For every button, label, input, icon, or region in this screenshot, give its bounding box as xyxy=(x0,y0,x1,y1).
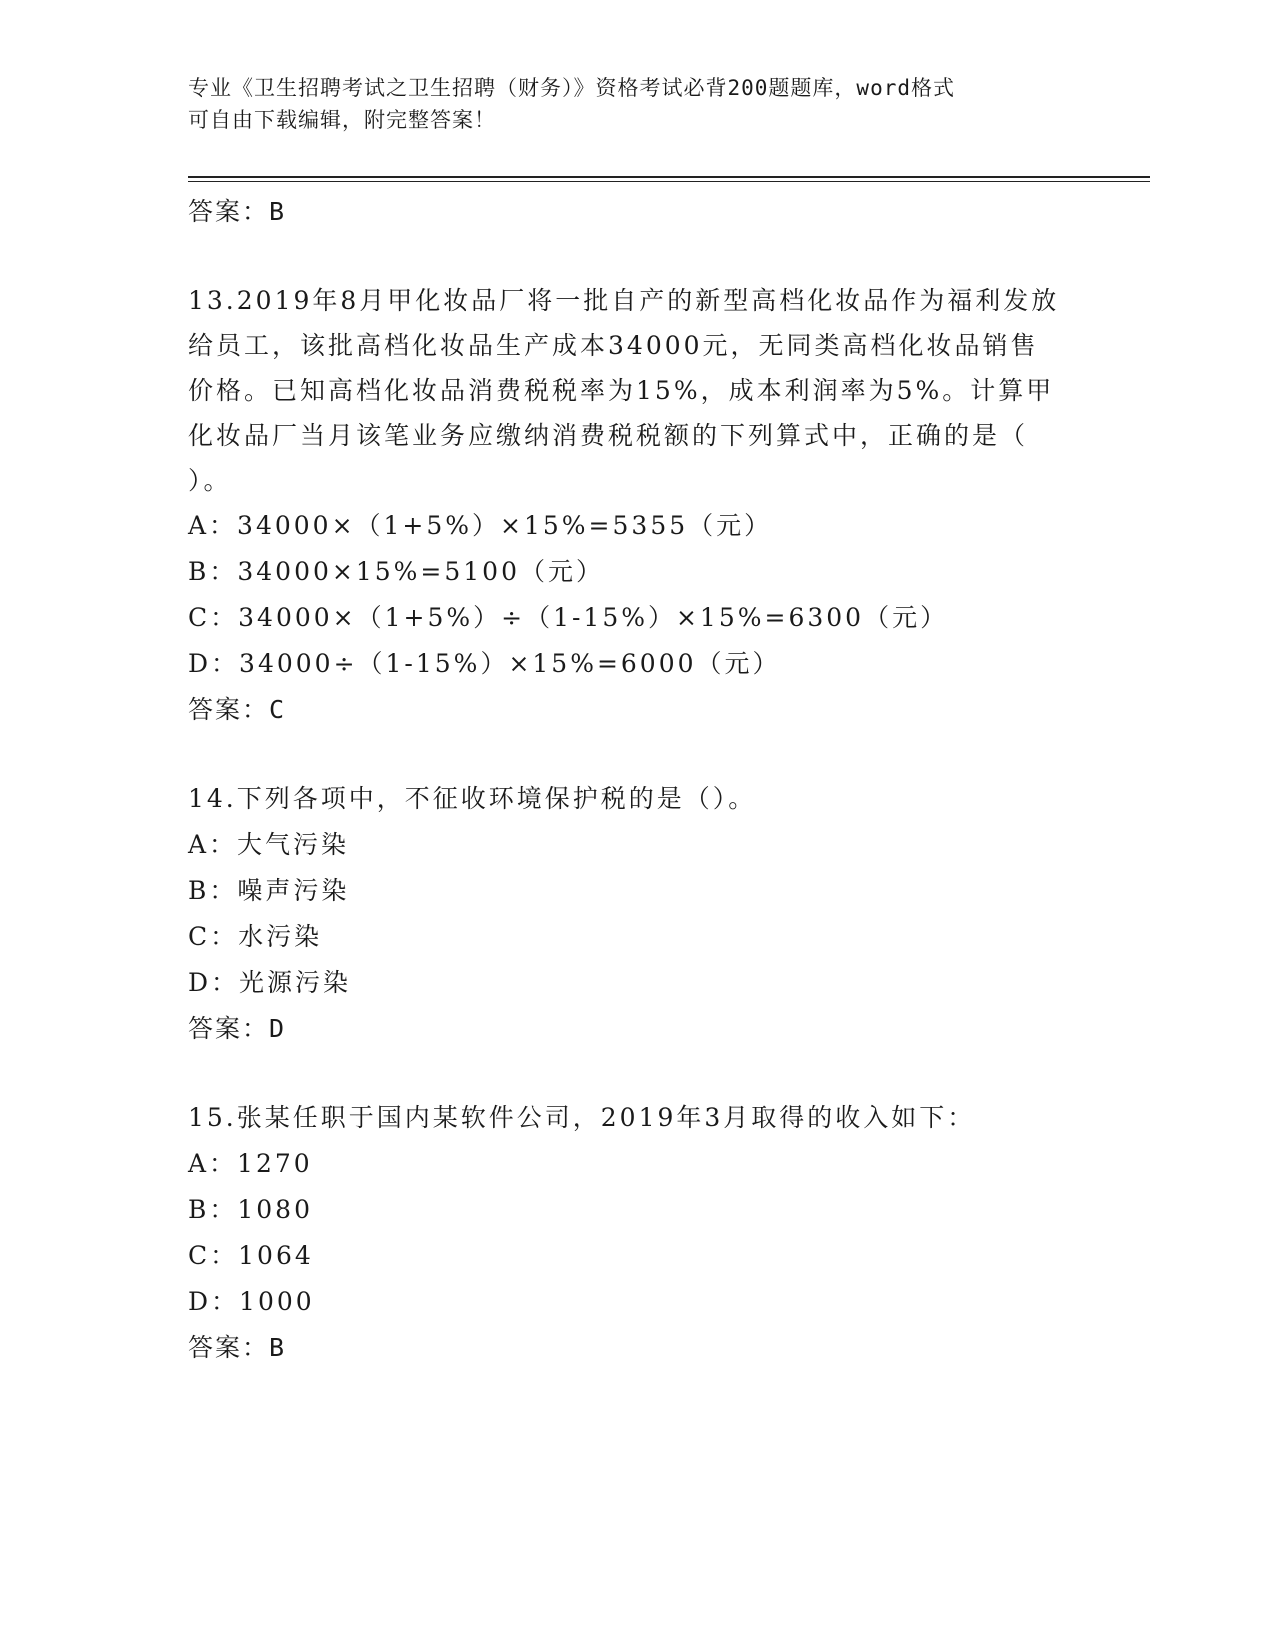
stem-line: 化妆品厂当月该笔业务应缴纳消费税税额的下列算式中，正确的是（ xyxy=(188,421,1029,450)
option-c: C：34000×（1+5%）÷（1-15%）×15%=6300（元） xyxy=(188,603,949,632)
previous-answer: 答案：B xyxy=(188,197,287,226)
spacer xyxy=(188,1052,1088,1095)
option-b: B：34000×15%=5100（元） xyxy=(188,557,604,586)
option-d: D：光源污染 xyxy=(188,968,352,997)
option-d: D：34000÷（1-15%）×15%=6000（元） xyxy=(188,649,781,678)
stem-line: ）。 xyxy=(188,466,232,495)
stem-line: 给员工，该批高档化妆品生产成本34000元，无同类高档化妆品销售 xyxy=(188,331,1039,360)
document-header xyxy=(188,72,1088,136)
document-body xyxy=(188,189,1088,1371)
header-divider-thin xyxy=(188,181,1150,182)
question-stem: 14.下列各项中，不征收环境保护税的是（）。 xyxy=(188,784,757,813)
question-15 xyxy=(188,1095,1088,1371)
answer: 答案：B xyxy=(188,1333,287,1362)
answer: 答案：C xyxy=(188,695,287,724)
option-d: D：1000 xyxy=(188,1287,315,1316)
header-title-line-2: 可自由下载编辑，附完整答案！ xyxy=(188,108,496,132)
option-b: B：噪声污染 xyxy=(188,876,350,905)
question-14 xyxy=(188,776,1088,1052)
answer: 答案：D xyxy=(188,1014,287,1043)
header-title-line-1: 专业《卫生招聘考试之卫生招聘（财务）》资格考试必背200题题库，word格式 xyxy=(188,76,955,100)
option-b: B：1080 xyxy=(188,1195,313,1224)
stem-line: 13.2019年8月甲化妆品厂将一批自产的新型高档化妆品作为福利发放 xyxy=(188,286,1060,315)
question-stem: 15.张某任职于国内某软件公司，2019年3月取得的收入如下： xyxy=(188,1103,976,1132)
option-a: A：34000×（1+5%）×15%=5355（元） xyxy=(188,511,773,540)
option-c: C：水污染 xyxy=(188,922,323,951)
option-c: C：1064 xyxy=(188,1241,314,1270)
question-13 xyxy=(188,278,1088,733)
spacer xyxy=(188,733,1088,776)
spacer xyxy=(188,235,1088,278)
option-a: A：1270 xyxy=(188,1149,313,1178)
option-a: A：大气污染 xyxy=(188,830,350,859)
stem-line: 价格。已知高档化妆品消费税税率为15%，成本利润率为5%。计算甲 xyxy=(188,376,1055,405)
question-stem xyxy=(188,278,1088,503)
header-divider-thick xyxy=(188,176,1150,178)
